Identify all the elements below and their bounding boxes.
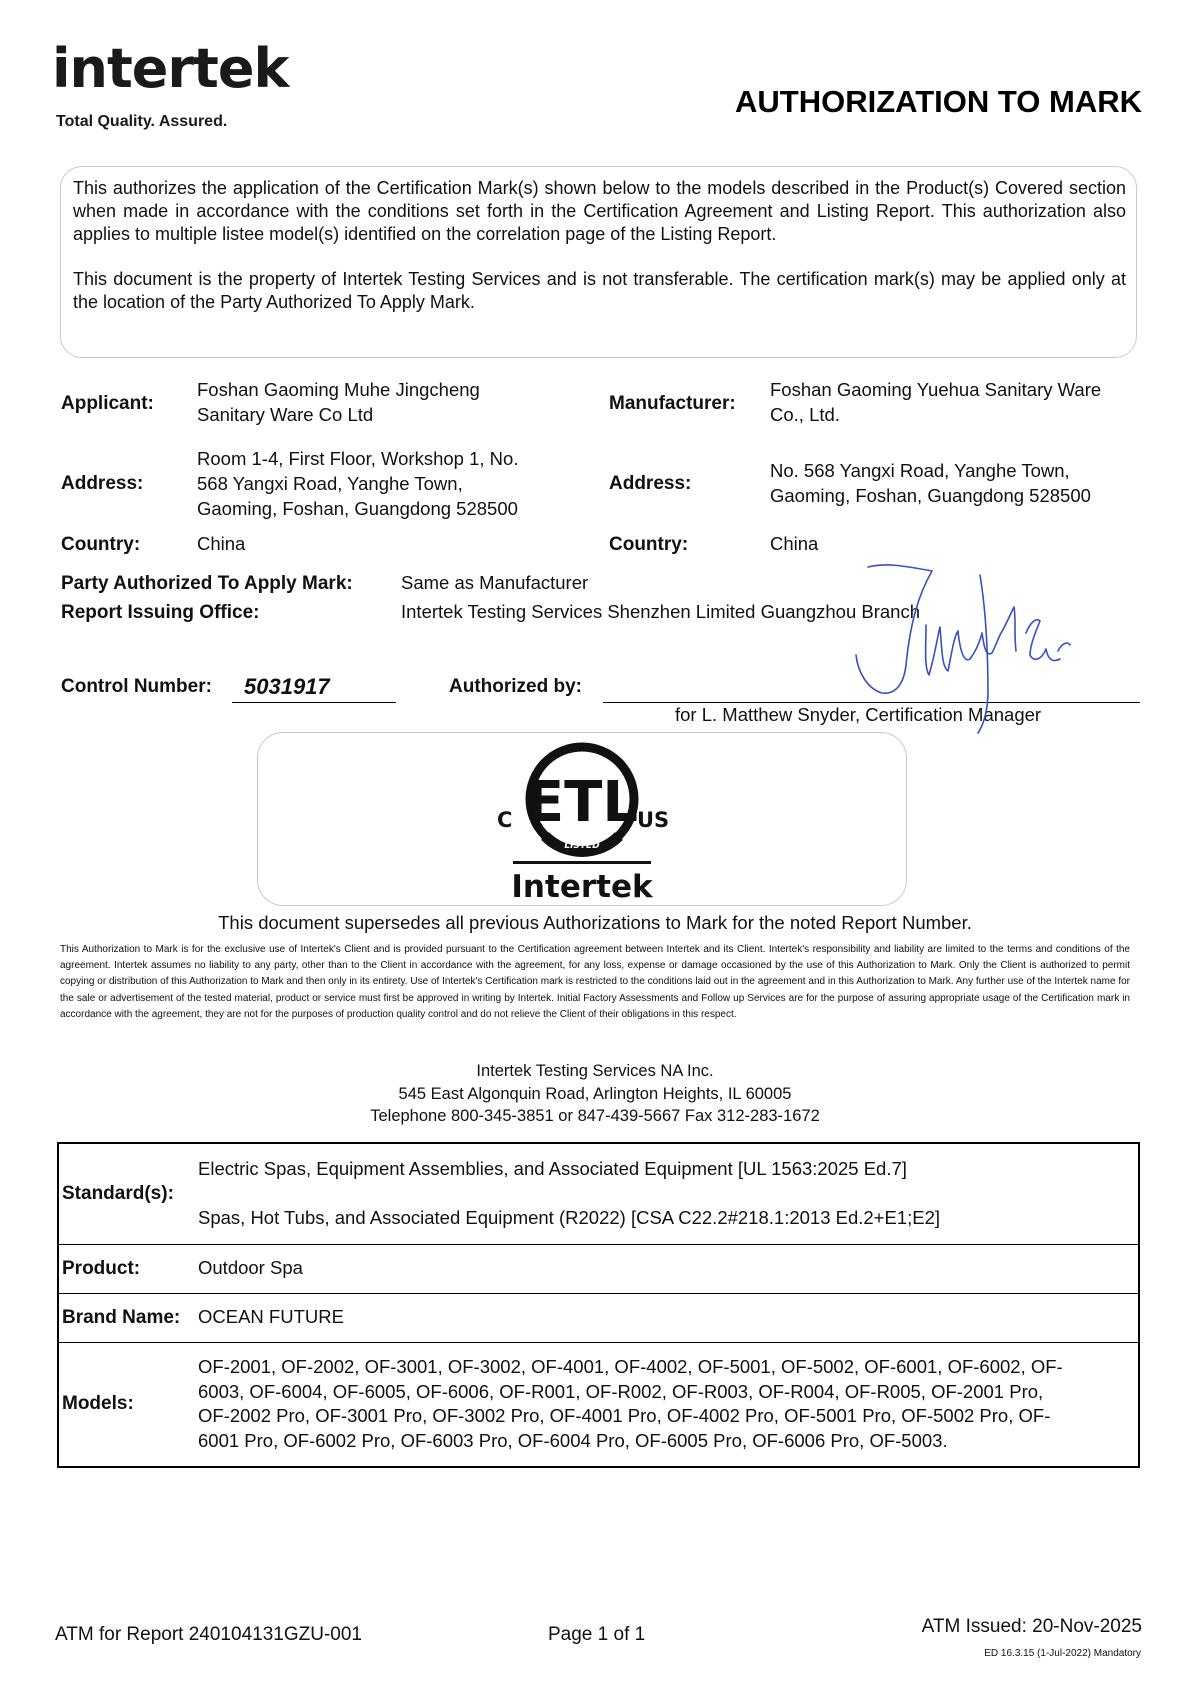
etl-letters: ETL	[525, 770, 639, 835]
listed-text: LISTED	[564, 841, 600, 851]
manufacturer-address: No. 568 Yangxi Road, Yanghe Town, Gaoming, Foshan, Guangdong 528500	[770, 460, 1091, 506]
applicant-address: Room 1-4, First Floor, Workshop 1, No. 568 Yangxi Road, Yanghe Town, Gaoming, Foshan, Guangdong 528500	[197, 448, 519, 519]
signer-name: for L. Matthew Snyder, Certification Manager	[675, 704, 1042, 725]
authorization-notice-box	[60, 166, 1137, 358]
table-row	[58, 1143, 1139, 1244]
standards-value: Electric Spas, Equipment Assemblies, and Associated Equipment [UL 1563:2025 Ed.7] Spas, Hot Tubs, and Associated Equipment (R2022) [CSA C22.2#218.1:2013 Ed.2+E1;E2]	[194, 1143, 1139, 1244]
signature-image	[830, 555, 1090, 755]
supersede-statement: This document supersedes all previous Authorizations to Mark for the noted Report Number.	[218, 912, 972, 933]
product-value: Outdoor Spa	[194, 1244, 1139, 1293]
manufacturer-address-label: Address:	[609, 473, 692, 494]
applicant-name: Foshan Gaoming Muhe Jingcheng Sanitary Ware Co Ltd	[197, 379, 480, 425]
etl-listed-mark	[487, 742, 677, 902]
product-label: Product:	[58, 1244, 194, 1293]
standards-label: Standard(s):	[58, 1143, 194, 1244]
models-label: Models:	[58, 1342, 194, 1467]
report-office-label: Report Issuing Office:	[61, 602, 260, 623]
notice-paragraph-1: This authorizes the application of the Certification Mark(s) shown below to the models described in the Product(s) Covered section when made in accordance with the conditions set forth in the Certification Agreement and Listing Report. This authorization also applies to multiple listee model(s) identified on the correlation page of the Listing Report.	[73, 178, 1126, 244]
models-value: OF-2001, OF-2002, OF-3001, OF-3002, OF-4001, OF-4002, OF-5001, OF-5002, OF-6001, OF-6002, OF- 6003, OF-6004, OF-6005, OF-6006, OF-R001, OF-R002, OF-R003, OF-R004, OF-R005, OF-2001 Pro, OF-2002 Pro, OF-3001 Pro, OF-3002 Pro, OF-4001 Pro, OF-4002 Pro, OF-5001 Pro, OF-5002 Pro, OF- 6001 Pro, OF-6002 Pro, OF-6003 Pro, OF-6004 Pro, OF-6005 Pro, OF-6006 Pro, OF-5003.	[194, 1342, 1139, 1467]
footer-issued-date: ATM Issued: 20-Nov-2025	[921, 1616, 1142, 1637]
notice-paragraph-2: This document is the property of Intertek Testing Services and is not transferable. The certification mark(s) may be applied only at the location of the Party Authorized To Apply Mark.	[73, 269, 1126, 312]
manufacturer-country-label: Country:	[609, 534, 689, 555]
manufacturer-label: Manufacturer:	[609, 393, 736, 414]
report-office-value: Intertek Testing Services Shenzhen Limited Guangzhou Branch	[401, 601, 920, 622]
mark-brand: Intertek	[511, 869, 653, 902]
mark-c-letter: C	[497, 808, 513, 832]
logo-tagline: Total Quality. Assured.	[56, 113, 228, 130]
footer-edition: ED 16.3.15 (1-Jul-2022) Mandatory	[984, 1648, 1141, 1659]
control-number-label: Control Number:	[61, 676, 212, 697]
applicant-address-label: Address:	[61, 473, 144, 494]
manufacturer-country: China	[770, 533, 819, 554]
table-row	[58, 1293, 1139, 1342]
control-number-underline	[232, 702, 396, 703]
footer-page-number: Page 1 of 1	[548, 1624, 646, 1645]
brand-name-label: Brand Name:	[58, 1293, 194, 1342]
applicant-country-label: Country:	[61, 534, 141, 555]
company-address-block: Intertek Testing Services NA Inc. 545 East Algonquin Road, Arlington Heights, IL 60005 Telephone 800-345-3851 or 847-439-5667 Fax 312-283-1672	[370, 1062, 820, 1125]
table-row	[58, 1342, 1139, 1467]
table-row	[58, 1244, 1139, 1293]
footer-report-number: ATM for Report 240104131GZU-001	[55, 1624, 362, 1645]
manufacturer-name: Foshan Gaoming Yuehua Sanitary Ware Co., Ltd.	[770, 379, 1102, 425]
intertek-logo: intertek	[52, 37, 289, 100]
party-authorized-label: Party Authorized To Apply Mark:	[61, 573, 353, 594]
brand-name-value: OCEAN FUTURE	[194, 1293, 1139, 1342]
control-number-value: 5031917	[244, 674, 330, 699]
product-spec-table	[57, 1142, 1140, 1468]
applicant-label: Applicant:	[61, 393, 154, 414]
applicant-country: China	[197, 533, 246, 554]
document-title: AUTHORIZATION TO MARK	[735, 84, 1142, 119]
authorized-by-label: Authorized by:	[449, 676, 582, 697]
legal-fine-print: This Authorization to Mark is for the exclusive use of Intertek's Client and is provided pursuant to the Certification agreement between Intertek and its Client. Intertek's responsibility and liability are limited to the terms and conditions of the agreement. Intertek assumes no liability to any party, other than to the Client in accordance with the agreement, for any loss, expense or damage occasioned by the use of this Authorization to Mark. Only the Client is authorized to permit copying or distribution of this Authorization to Mark and then only in its entirety. Use of Intertek's Certification mark is restricted to the conditions laid out in the agreement and in this Authorization to Mark. Any further use of the Intertek name for the sale or advertisement of the tested material, product or service must first be approved in writing by Intertek. Initial Factory Assessments and Follow up Services are for the purpose of assuring appropriate usage of the Certification mark in accordance with the agreement, they are not for the purposes of production quality control and do not relieve the Client of their obligations in this respect.	[60, 944, 1130, 1020]
mark-us-letters: US	[637, 808, 670, 832]
party-authorized-value: Same as Manufacturer	[401, 572, 589, 593]
